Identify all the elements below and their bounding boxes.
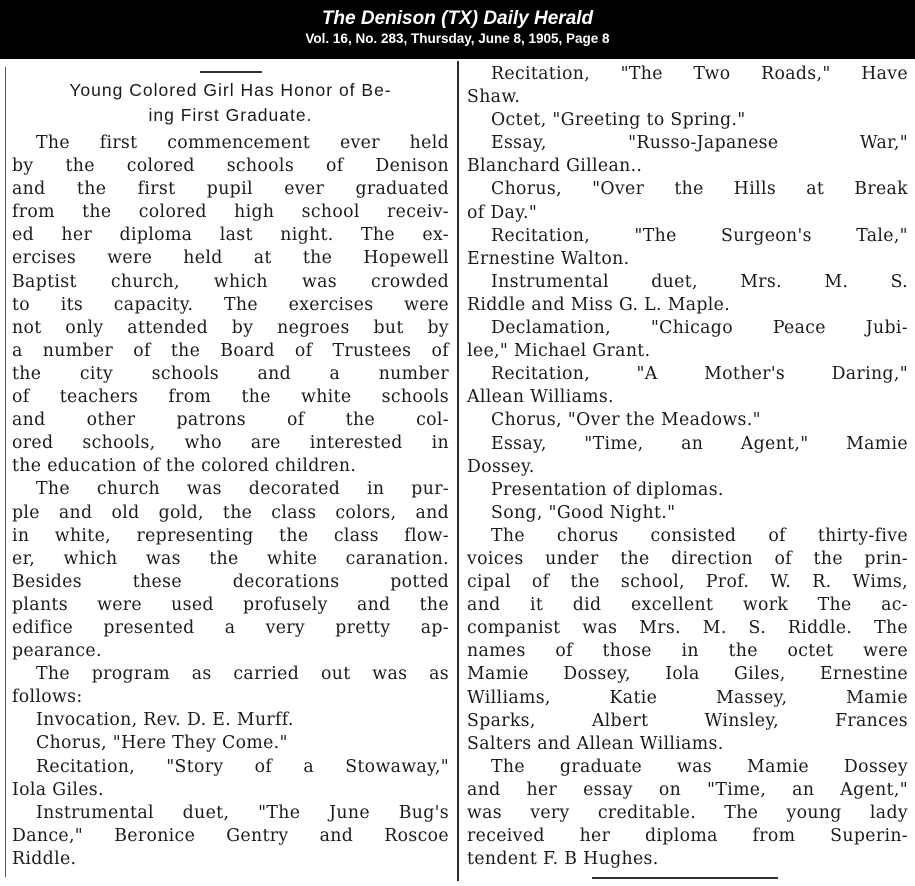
top-rule: [200, 71, 262, 73]
text-line: edifice presented a very pretty ap-: [12, 617, 449, 638]
text-line: Chorus, "Over the Meadows.": [491, 410, 761, 431]
text-line: voices under the direction of the prin-: [467, 548, 908, 569]
masthead: [0, 0, 915, 59]
text-line: Blanchard Gillean..: [467, 156, 643, 177]
text-line: companist was Mrs. M. S. Riddle. The: [467, 618, 908, 639]
text-line: the education of the colored children.: [12, 456, 357, 477]
text-line: Recitation, "The Two Roads," Have: [491, 64, 908, 84]
text-line: The first commencement ever held: [36, 133, 449, 153]
text-line: ple and old gold, the class colors, and: [12, 502, 449, 523]
text-line: Instrumental duet, Mrs. M. S.: [491, 271, 908, 292]
text-line: Chorus, "Here They Come.": [36, 733, 288, 754]
article-headline: [12, 78, 449, 128]
text-line: The chorus consisted of thirty-five: [491, 525, 908, 546]
text-line: Mamie Dossey, Iola Giles, Ernestine: [467, 664, 908, 685]
text-line: Instrumental duet, "The June Bug's: [36, 802, 449, 823]
text-line: follows:: [12, 687, 83, 708]
column-rule: [457, 61, 459, 881]
text-line: and her essay on "Time, an Agent,": [467, 779, 908, 800]
text-line: Song, "Good Night.": [491, 502, 676, 523]
text-line: and other patrons of the col-: [12, 410, 449, 431]
headline-line: ing First Graduate.: [148, 105, 313, 125]
article-column-1: [12, 78, 449, 871]
text-line: and the first pupil ever graduated: [12, 179, 449, 200]
text-line: a number of the Board of Trustees of: [12, 340, 449, 361]
text-line: received her diploma from Superin-: [467, 826, 908, 847]
text-line: The church was decorated in pur-: [36, 479, 449, 500]
text-line: lee," Michael Grant.: [467, 341, 651, 362]
text-line: Shaw.: [467, 87, 521, 108]
text-line: Dossey.: [467, 456, 535, 477]
text-line: Declamation, "Chicago Peace Jubi-: [491, 318, 908, 339]
issue-info: Vol. 16, No. 283, Thursday, June 8, 1905, Page 8: [305, 31, 610, 46]
text-line: er, which was the white caranation.: [12, 548, 449, 569]
text-line: Chorus, "Over the Hills at Break: [491, 179, 908, 200]
text-line: cipal of the school, Prof. W. R. Wims,: [467, 572, 908, 593]
text-line: Sparks, Albert Winsley, Frances: [467, 710, 908, 731]
text-line: Riddle.: [12, 848, 77, 869]
newspaper-clipping: [0, 59, 915, 886]
text-line: was very creditable. The young lady: [467, 803, 908, 823]
text-line: Octet, "Greeting to Spring.": [491, 110, 746, 131]
article-body-column-1: [12, 132, 449, 871]
text-line: and it did excellent work The ac-: [467, 595, 908, 616]
text-line: of teachers from the white schools: [12, 387, 449, 408]
clipping-edge: [5, 67, 6, 877]
text-line: Essay, "Russo-Japanese War,": [491, 133, 908, 154]
text-line: Essay, "Time, an Agent," Mamie: [491, 433, 908, 454]
text-line: Recitation, "Story of a Stowaway,": [36, 756, 449, 777]
text-line: ed her diploma last night. The ex-: [12, 225, 449, 246]
text-line: Williams, Katie Massey, Mamie: [467, 687, 908, 708]
text-line: The graduate was Mamie Dossey: [491, 756, 908, 777]
text-line: Dance," Beronice Gentry and Roscoe: [12, 825, 449, 846]
headline-line: Young Colored Girl Has Honor of Be-: [69, 80, 392, 100]
text-line: of Day.": [467, 202, 538, 223]
text-line: Iola Giles.: [12, 779, 104, 800]
text-line: by the colored schools of Denison: [12, 156, 449, 177]
text-line: Salters and Allean Williams.: [467, 733, 724, 754]
text-line: Recitation, "The Surgeon's Tale,": [491, 225, 908, 246]
text-line: to its capacity. The exercises were: [12, 294, 449, 315]
text-line: Riddle and Miss G. L. Maple.: [467, 294, 731, 315]
article-body-column-2: [467, 63, 908, 871]
text-line: Invocation, Rev. D. E. Murff.: [36, 710, 294, 731]
text-line: Besides these decorations potted: [12, 571, 449, 592]
text-line: Allean Williams.: [467, 387, 614, 408]
newspaper-title: The Denison (TX) Daily Herald: [321, 8, 594, 29]
text-line: Presentation of diplomas.: [491, 479, 724, 500]
text-line: The program as carried out was as: [36, 664, 449, 685]
text-line: in white, representing the class flow-: [12, 525, 449, 546]
text-line: not only attended by negroes but by: [12, 317, 449, 338]
text-line: the city schools and a number: [12, 363, 449, 384]
text-line: names of those in the octet were: [467, 641, 908, 662]
text-line: from the colored high school receiv-: [12, 202, 449, 223]
end-rule: [592, 877, 778, 879]
text-line: ercises were held at the Hopewell: [12, 248, 449, 269]
article-column-2: [467, 63, 908, 871]
text-line: Recitation, "A Mother's Daring,": [491, 364, 908, 385]
text-line: Baptist church, which was crowded: [12, 271, 449, 292]
text-line: plants were used profusely and the: [12, 594, 449, 615]
text-line: Ernestine Walton.: [467, 248, 630, 269]
text-line: ored schools, who are interested in: [12, 433, 449, 454]
text-line: pearance.: [12, 641, 102, 662]
text-line: tendent F. B Hughes.: [467, 849, 659, 870]
